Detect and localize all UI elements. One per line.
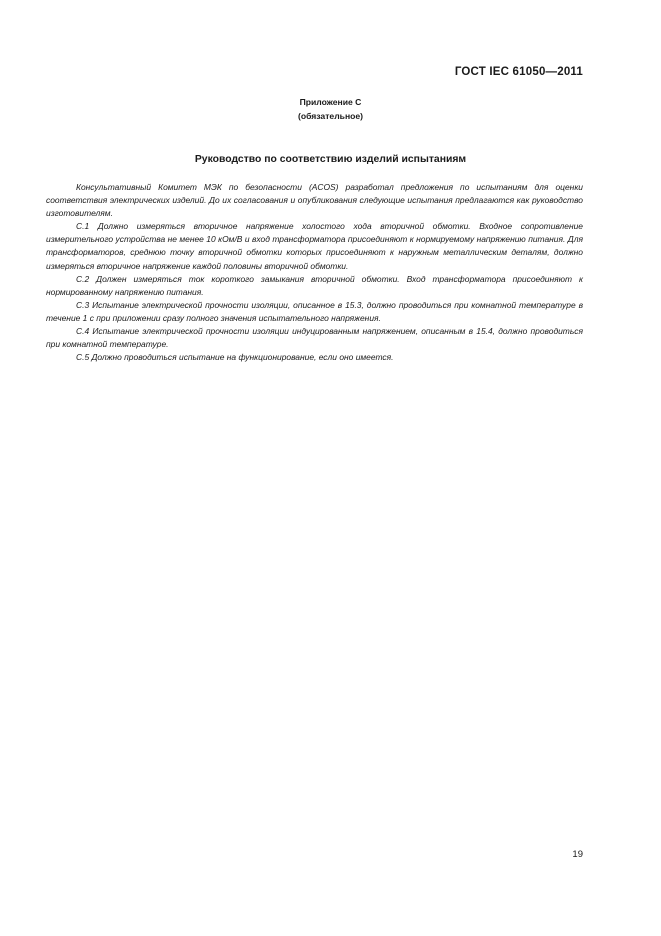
appendix-heading [0, 95, 661, 123]
clause-c1: С.1 Должно измеряться вторичное напряжение холостого хода вторичной обмотки. Входное сопротивление измерительного устройства не менее 10 кОм/В и вход трансформатора присоединяют к нормируемому напряжению питания. Для трансформаторов, среднюю точку вторичной обмотки которых присоединяют к наружным металлическим деталям, должно измеряться вторичное напряжение каждой половины вторичной обмотки. [46, 221, 583, 271]
clause-c5: С.5 Должно проводиться испытание на функционирование, если оно имеется. [76, 352, 394, 363]
intro-paragraph: Консультативный Комитет МЭК по безопасности (ACOS) разработал предложения по испытаниям для оценки соответствия электрических изделий. До их согласования и опубликования следующие испытания предлагаются как руководство изготовителям. [46, 182, 583, 219]
appendix-title: Приложение С [299, 97, 362, 107]
clause-c4: С.4 Испытание электрической прочности изоляции индуцированным напряжением, описанным в 15.4, должно проводиться при комнатной температуре. [46, 326, 583, 350]
standard-code: ГОСТ IEC 61050—2011 [454, 66, 583, 78]
page-number: 19 [572, 849, 583, 860]
document-body [46, 181, 583, 364]
clause-c2: С.2 Должен измеряться ток короткого замыкания вторичной обмотки. Вход трансформатора присоединяют к нормированному напряжению питания. [46, 273, 583, 297]
appendix-status: (обязательное) [297, 111, 364, 121]
clause-c3: С.3 Испытание электрической прочности изоляции, описанное в 15.3, должно проводиться при комнатной температуре в течение 1 с при приложении сразу полного значения испытательного напряжения. [46, 299, 583, 323]
section-title: Руководство по соответствию изделий испытаниям [194, 154, 467, 165]
